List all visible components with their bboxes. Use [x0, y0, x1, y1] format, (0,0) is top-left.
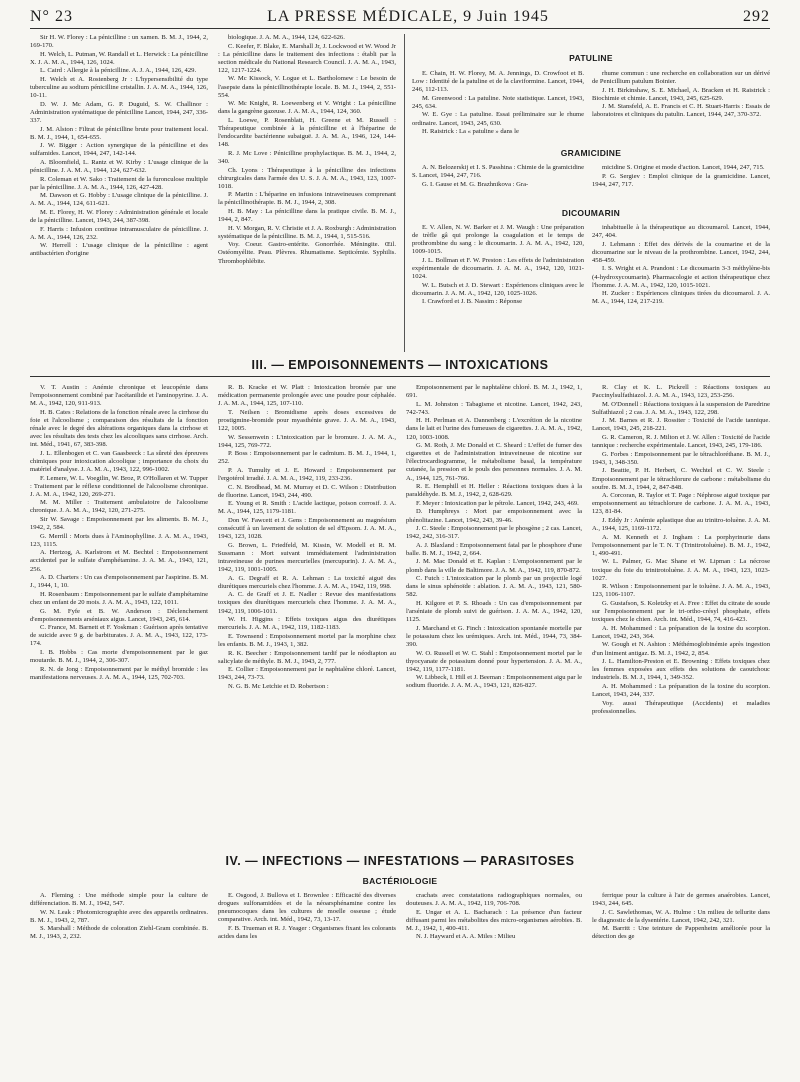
reference-entry: A. C. de Graff et J. E. Nadler : Revue des manifestations toxiques des diurétiques mercuriels chez l'homme. J. A. M. A., 1942, 119, 1006-1011. [218, 591, 396, 615]
reference-entry: Sir W. Savage : Empoisonnement par les aliments. B. M. J., 1942, 2, 584. [30, 516, 208, 532]
column-divider [404, 34, 405, 352]
reference-entry: W. Libbeck, I. Hill et J. Beeman : Empoisonnement aigu par le sodium fluoride. J. A. M. A., 1943, 121, 826-827. [406, 674, 582, 690]
reference-entry: G. Forbes : Empoisonnement par le tétrachloréthane. B. M. J., 1943, 1, 348-350. [592, 450, 770, 466]
reference-entry: C. Keefer, F. Blake, E. Marshall Jr, J. Lockwood et W. Wood Jr : La pénicilline dans le traitement des infections : établi par la section médicale du National Research Council. J. A. M. A., 1943, 122, 1217-1224. [218, 42, 396, 74]
reference-entry: J. M. Mac Donald et E. Kaplan : L'empoisonnement par le plomb dans la ville de Baltimore. J. A. M. A., 1942, 119, 870-872. [406, 558, 582, 574]
reference-entry: M. O'Donnell : Réactions toxiques à la suspension de Paredrine Sulfathiazol ; 2 cas. J. A. M. A., 1943, 122, 298. [592, 400, 770, 416]
reference-entry: I. Crawford et J. B. Nassim : Réponse [422, 298, 522, 306]
reference-entry: W. Sessenwein : L'intoxication par le bromure. J. A. M. A., 1944, 125, 769-772. [218, 433, 396, 449]
reference-entry: E. Collier : Empoisonnement par le naphtalène chloré. Lancet, 1943, 244, 73-73. [218, 666, 396, 682]
header-rule [30, 28, 770, 29]
reference-entry: I. S. Wright et A. Prandoni : Le dicoumarin 3-3 méthylène-bis (4-hydroxycoumarin). Pharmacologie et action thérapeutique chez l'homme. J. A. M. A., 1942, 120, 1015-1021. [592, 265, 770, 289]
dicoumarin-heading: DICOUMARIN [561, 208, 621, 218]
reference-entry: A. D. Charters : Un cas d'empoisonnement par l'aspirine. B. M. J., 1944, 1, 10. [30, 574, 208, 590]
reference-entry: R. K. Beecher : Empoisonnement tardif par le néodiapton au salicylate de méthyle. B. M. J., 1943, 2, 777. [218, 649, 396, 665]
reference-entry: G. R. Cameron, R. J. Milton et J. W. Allen : Toxicité de l'acide tannique : recherche expérimentale. Lancet, 1943, 245, 179-186. [592, 434, 770, 450]
top-column-2 [218, 34, 396, 352]
reference-entry: A. M. Kenneth et J. Ingham : La porphyrinurie dans l'empoisonnement par le T. N. T (Trinitrotoluène). B. M. J., 1942, 1, 490-491. [592, 533, 770, 557]
reference-entry: J. L. Ellenbogen et C. van Gaasbeeck : La sûreté des épreuves chimiques pour intoxication alcoolique ; importance du choix du matériel d'analyse. J. A. M. A., 1943, 122, 996-1002. [30, 449, 208, 473]
patuline-column-1 [412, 70, 584, 142]
reference-entry: A. H. Mohammed : La préparation de la toxine du scorpion. Lancet, 1943, 244, 337. [592, 682, 770, 698]
reference-entry: L. M. Johnston : Tabagisme et nicotine. Lancet, 1942, 243, 742-743. [406, 400, 582, 416]
reference-entry: E. Townsend : Empoisonnement mortel par la morphine chez les enfants. B. M. J., 1943, 1, 382. [218, 632, 396, 648]
reference-entry: H. Welch, L. Putman, W. Randall et L. Herwick : La pénicilline X. J. A. M. A., 1944, 126, 1024. [30, 50, 208, 66]
reference-entry: L. Loewe, P. Rosenblatt, H. Greene et M. Russell : Thérapeutique combinée à la pénicilline et à l'héparine de l'endocardite bactérienne subaiguë. J. A. M. A., 1946, 124, 144-148. [218, 116, 396, 149]
dicoumarin-column-2 [592, 224, 770, 352]
reference-entry: A. J. Blaxland : Empoisonnement fatal par le phosphore d'une balle. B. M. J., 1942, 2, 664. [406, 541, 582, 557]
section-4-title: IV. — INFECTIONS — INFESTATIONS — PARASITOSES [225, 854, 575, 868]
reference-entry: E. Young et R. Smith : L'acide lactique, poison corrosif. J. A. M. A., 1944, 125, 1179-1181. [218, 500, 396, 516]
top-column-1 [30, 34, 208, 352]
reference-entry: A. Fleming : Une méthode simple pour la culture de différenciation. B. M. J., 1942, 547. [30, 892, 208, 908]
reference-entry: M. E. Florey, H. W. Florey : Administration générale et locale de la pénicilline. Lancet, 1943, 244, 387-398. [30, 208, 208, 225]
reference-entry: H. V. Morgan, R. V. Christie et J. A. Roxburgh : Administration systématique de la pénicilline. B. M. J., 1944, 1, 515-516. [218, 224, 396, 240]
reference-entry: W. N. Leak : Photomicrographie avec des appareils ordinaires. B. M. J., 1943, 2, 787. [30, 908, 208, 924]
reference-entry: A. H. Mohammed : La préparation de la toxine du scorpion. Lancet, 1942, 243, 364. [592, 624, 770, 640]
reference-entry: R. Clay et K. L. Pickrell : Réactions toxiques au Paccinylsulfathiazol. J. A. M. A., 1943, 123, 253-256. [592, 384, 770, 400]
reference-entry: P. Boss : Empoisonnement par le cadmium. B. M. J., 1944, 1, 252. [218, 450, 396, 466]
reference-entry: N. J. Hayward et A. A. Miles : Milieu [416, 933, 516, 941]
reference-entry: S. Marshall : Méthode de coloration Ziehl-Gram combinée. B. M. J., 1943, 2, 232. [30, 925, 208, 941]
reference-entry: micidine S. Origine et mode d'action. Lancet, 1944, 247, 715. [602, 164, 765, 171]
reference-entry: R. Wilson : Empoisonnement par le toluène. J. A. M. A., 1943, 123, 1106-1107. [592, 583, 770, 599]
patuline-column-2 [592, 70, 770, 142]
reference-entry: crachats avec constatations radiographiques normales, ou douteuses. J. A. M. A., 1942, 119, 706-708. [406, 892, 582, 908]
patuline-heading: PATULINE [569, 53, 613, 63]
bottom-column-1 [30, 892, 208, 1076]
bottom-column-2 [218, 892, 396, 1076]
page-number: 292 [742, 8, 770, 25]
reference-entry: H. B. Cates : Relations de la fonction rénale avec la cirrhose du foie et l'alcoolisme ; comparaison des résultats de la fonction rénale avec le degré des altérations organiques dans la cirrhose et avec les résultats des tests chez les alcooliques sans cirrhose. Arch. int. Méd., 1941, 67, 383-398. [30, 408, 208, 449]
section-3-title: III. — EMPOISONNEMENTS — INTOXICATIONS [251, 358, 549, 372]
reference-entry: W. Mc Knight, R. Loewenberg et V. Wright : La pénicilline dans la gangrène gazeuse. J. A. M. A., 1944, 124, 360. [218, 100, 396, 116]
reference-entry: E. V. Allen, N. W. Barker et J. M. Waugh : Une préparation de trèfle gâ qui prolonge la coagulation et le temps de prothrombine du sang : le dicoumarin. J. A. M. A., 1942, 120, 1009-1015. [412, 224, 584, 256]
reference-entry: G. Brown, L. Friedfeld, M. Kissin, W. Modell et R. M. Sussmann : Mort suivant immédiatement l'administration intraveineuse de purines mercurielles (mercupurin). J. A. M. A., 1942, 119, 1001-1005. [218, 541, 396, 574]
reference-entry: J. C. Steele : Empoisonnement par le phosgène ; 2 cas. Lancet, 1942, 242, 316-317. [406, 525, 582, 541]
reference-entry: R. J. Mc Love : Pénicilline prophylactique. B. M. J., 1944, 2, 340. [218, 149, 396, 165]
reference-entry: P. A. Tumulty et J. E. Howard : Empoisonnement par l'ergotérol irradié. J. A. M. A., 1942, 119, 233-236. [218, 466, 396, 483]
mid-column-2 [218, 384, 396, 844]
reference-entry: W. Herrell : L'usage clinique de la pénicilline : agent antibactérien d'origine [30, 242, 208, 258]
reference-entry: W. L. Palmer, G. Mac Shane et W. Lipman : La nécrose toxique du foie du trinitrotoluène. J. A. M. A., 1943, 123, 1023-1027. [592, 558, 770, 582]
reference-entry: R. Coleman et W. Sako : Traitement de la furonculose multiple par la pénicilline. J. A. M. A., 1944, 126, 427-428. [30, 175, 208, 191]
issue-number: N° 23 [30, 8, 73, 25]
reference-entry: ferrique pour la culture à l'air de germes anaérobies. Lancet, 1943, 244, 645. [592, 892, 770, 908]
reference-entry: M. Dawson et G. Hobby : L'usage clinique de la pénicilline. J. A. M. A., 1944, 124, 611-621. [30, 192, 208, 208]
dicoumarin-column-1 [412, 224, 584, 352]
reference-entry: W. L. Butsch et J. D. Stewart : Expériences cliniques avec le dicoumarin. J. A. M. A., 1942, 120, 1025-1026. [412, 281, 584, 297]
gramicidine-column-1 [412, 164, 584, 198]
reference-entry: M. Barritt : Une teinture de Pappenheim améliorée pour la détection des ge [592, 925, 770, 941]
mid-column-3 [406, 384, 582, 844]
reference-entry: J. L. Bollman et F. W. Preston : Les effets de l'administration expérimentale de dicoumarin. J. A. M. A., 1942, 120, 1021-1024. [412, 256, 584, 281]
reference-entry: W. H. Higgins : Effets toxiques aigus des diurétiques mercuriels. J. A. M. A., 1942, 119, 1182-1183. [218, 616, 396, 632]
reference-entry: J. C. Sawlethomas, W. A. Hulme : Un milieu de tellurite dans le diagnostic de la dysentérie. Lancet, 1942, 242, 321. [592, 908, 770, 924]
reference-entry: E. Ungar et A. L. Bacharach : La présence d'un facteur diffusant parmi les métabolites des micro-organismes aérobies. B. M. J., 1942, 1, 400-411. [406, 908, 582, 932]
reference-entry: Voy. Coeur. Gastro-entérite. Gonorrhée. Méningite. Œil. Ostéomyélite. Peau. Plèvres. Rhumatisme. Septicémie. Syphilis. Thrombophlébite. [218, 241, 396, 265]
reference-entry: G. Gustafson, S. Koletzky et A. Free : Effet du citrate de soude sur l'empoisonnement par le tri-ortho-crésyl phosphate, effets toxiques chez le chien. Arch. int. Méd., 1944, 74, 416-423. [592, 599, 770, 624]
reference-entry: R. N. de Jong : Empoisonnement par le méthyl bromide : les manifestations nerveuses. J. A. M. A., 1944, 125, 702-703. [30, 665, 208, 681]
reference-entry: F. Meyer : Intoxication par le pétrole. Lancet, 1942, 243, 469. [416, 499, 579, 507]
reference-entry: H. Kilgore et P. S. Rhoads : Un cas d'empoisonnement par l'arséniate de plomb suivi de guérison. J. A. M. A., 1942, 120, 1125. [406, 599, 582, 624]
reference-entry: E. Chain, H. W. Florey, M. A. Jennings, D. Crowfoot et B. Low : Identité de la patuline et de la claviformine. Lancet, 1944, 246, 112-113. [412, 70, 584, 94]
reference-entry: Sir H. W. Florey : La pénicilline : un xamen. B. M. J., 1944, 2, 169-170. [30, 34, 208, 50]
reference-entry: M. Greenwood : La patuline. Note statistique. Lancet, 1943, 245, 634. [412, 94, 584, 110]
reference-entry: J. H. Birkinshaw, S. E. Michael, A. Bracken et H. Raistrick : Biochimie et chimie. Lancet, 1943, 245, 625-629. [592, 86, 770, 102]
reference-entry: C. N. Brodhead, M. M. Murray et D. C. Wilson : Distribution de fluorine. Lancet, 1943, 244, 490. [218, 483, 396, 499]
reference-entry: R. B. Kracke et W. Platt : Intoxication bromée par une médication permanente prolongée avec une poudre pour céphalée. J. A. M. A., 1944, 125, 107-110. [218, 384, 396, 408]
bottom-column-4 [592, 892, 770, 1076]
reference-entry: N. G. B. Mc Letchie et D. Robertson : [228, 682, 329, 690]
reference-entry: A. Hertzog, A. Karlstrom et M. Bechtel : Empoisonnement accidentel par le sulfate d'amphétamine. J. A. M. A., 1943, 121, 256. [30, 549, 208, 573]
reference-entry: D. W. J. Mc Adam, G. P. Duguid, S. W. Challinor : Administration systématique de pénicilline Lancet, 1944, 247, 336-337. [30, 100, 208, 124]
reference-entry: M. M. Miller : Traitement ambulatoire de l'alcoolisme chronique. J. A. M. A., 1942, 120, 271-275. [30, 499, 208, 515]
reference-entry: Don W. Fawcett et J. Gens : Empoisonnement au magnésium consécutif à un lavement de solution de sel d'Epsom. J. A. M. A., 1943, 123, 1028. [218, 517, 396, 541]
bacteriologie-heading: BACTÉRIOLOGIE [362, 876, 438, 886]
mid-column-1 [30, 384, 208, 844]
reference-entry: P. G. Sergiev : Emploi clinique de la gramicidine. Lancet, 1944, 247, 717. [592, 172, 770, 188]
reference-entry: G. M. Roth, J. Mc Donald et C. Sheard : L'effet de fumer des cigarettes et de l'administration intraveineuse de nicotine sur l'électrocardiogramme, le métabolisme basal, la température cutanée, la pression et le pouls des personnes normales. J. A. M. A., 1944, 125, 761-766. [406, 442, 582, 482]
reference-entry: J. Eddy Jr : Anémie aplastique due au trinitro-toluène. J. A. M. A., 1944, 125, 1169-1172. [592, 517, 770, 533]
reference-entry: H. H. Perlman et A. Dannenberg : L'excrétion de la nicotine dans le lait et l'urine des fumeuses de cigarettes. J. A. M. A., 1942, 120, 1003-1008. [406, 417, 582, 441]
reference-entry: J. Beattie, P. H. Herbert, C. Wechtel et C. W. Steele : Empoisonnement par le tétrachlorure de carbone : métabolisme du soufre. B. M. J., 1944, 2, 847-848. [592, 467, 770, 491]
reference-entry: F. B. Trueman et R. J. Yeager : Organismes fixant les colorants acides dans les [218, 924, 396, 940]
reference-entry: Voy. aussi Thérapeutique (Accidents) et maladies professionnelles. [592, 699, 770, 715]
reference-entry: H. Rosenbaum : Empoisonnement par le sulfate d'amphétamine chez un enfant de 20 mois. J. A. M. A., 1943, 122, 1011. [30, 590, 208, 606]
reference-entry: F. Lemere, W. L. Voegtlin, W. Broz, P. O'Hollaren et W. Tupper : Traitement par le réflexe conditionnel de l'alcoolisme chronique. J. A. M. A., 1942, 120, 269-271. [30, 474, 208, 498]
reference-entry: H. Zucker : Expériences cliniques tirées du dicoumarol. J. A. M. A., 1944, 124, 217-219. [592, 290, 770, 306]
gramicidine-column-2 [592, 164, 770, 198]
reference-entry: F. Harris : Infusion continue intramusculaire de pénicilline. J. A. M. A., 1944, 126, 232. [30, 225, 208, 241]
gramicidine-heading: GRAMICIDINE [560, 148, 622, 158]
journal-title: LA PRESSE MÉDICALE, 9 Juin 1945 [267, 8, 549, 25]
reference-entry: H. Raistrick : La « patuline » dans le [422, 128, 519, 136]
reference-entry: H. B. May : La pénicilline dans la pratique civile. B. M. J., 1944, 2, 847. [218, 207, 396, 224]
reference-entry: Ch. Lyons : Thérapeutique à la pénicilline des infections chirurgicales dans l'armée des U. S. J. A. M. A., 1943, 123, 1007-1018. [218, 166, 396, 190]
reference-entry: G. I. Gause et M. G. Brazhnikova : Gra- [422, 180, 529, 188]
reference-entry: R. E. Hemphill et H. Heller : Réactions toxiques dues à la paraldéhyde. B. M. J., 1942, 2, 628-629. [406, 483, 582, 499]
reference-entry: A. N. Belozerskij et I. S. Passhina : Chimie de la gramicidine S. Lancet, 1944, 247, 716. [412, 164, 584, 180]
reference-entry: J. M. Stansfeld, A. E. Francis et C. H. Stuart-Harris : Essais de laboratoires et cliniques du patulin. Lancet, 1944, 247, 370-372. [592, 103, 770, 119]
bottom-column-3 [406, 892, 582, 1076]
reference-entry: D. Humphreys : Mort par empoisonnement avec la phénolitazine. Lancet, 1942, 243, 39-46. [406, 508, 582, 524]
reference-entry: I. B. Hobbs : Cas morte d'empoisonnement par le gaz moutarde. B. M. J., 1944, 2, 306-307. [30, 649, 208, 665]
reference-entry: A. Bloomfield, L. Rantz et W. Kirby : L'usage clinique de la pénicilline. J. A. M. A., 1944, 124, 627-632. [30, 158, 208, 174]
reference-entry: inhabituelle à la thérapeutique au dicoumarol. Lancet, 1944, 247, 404. [592, 224, 770, 240]
reference-entry: J. M. Alston : Filtrat de pénicilline brute pour traitement local. B. M. J., 1944, 1, 654-655. [30, 125, 208, 141]
reference-entry: G. Merrill : Morts dues à l'Aminophylline. J. A. M. A., 1943, 123, 1115. [30, 532, 208, 548]
reference-entry: J. W. Bigger : Action synergique de la pénicilline et des sulfamides. Lancet, 1944, 247, 142-144. [30, 142, 208, 158]
reference-entry: V. T. Austin : Anémie chronique et leucopénie dans l'empoisonnement combiné par l'acétanilide et l'aminopyrine. J. A. M. A., 1942, 120, 911-913. [30, 384, 208, 408]
reference-entry: E. Osgood, J. Bullova et I. Brownlee : Efficacité des diverses drogues sulfonamidées et de la néoarsphénamine contre les pneumocoques dans les cultures de moelle osseuse ; étude comparative. Arch. int. Méd., 1942, 73, 13-17. [218, 892, 396, 924]
reference-entry: W. E. Gye : La patuline. Essai préliminaire sur le rhume ordinaire. Lancet, 1943, 245, 630. [412, 111, 584, 127]
reference-entry: J. Lehmann : Effet des dérivés de la coumarine et de la dicoumarine sur le niveau de la prothrombine. Lancet, 1942, 244, 458-459. [592, 240, 770, 264]
reference-entry: biologique. J. A. M. A., 1944, 124, 622-626. [228, 34, 345, 41]
mid-column-4 [592, 384, 770, 844]
page-header [30, 6, 770, 26]
reference-entry: A. G. Degraff et R. A. Lehman : La toxicité aiguë des diurétiques mercuriels chez l'homme. J. A. M. A., 1942, 119, 998. [218, 574, 396, 590]
reference-entry: W. Gough et N. Ashton : Méthémoglobinémie après ingestion d'un liniment antigaz. B. M. J., 1942, 2, 854. [592, 641, 770, 657]
reference-entry: L. Caird : Allergie à la pénicilline. A. J. A., 1944, 126, 429. [40, 67, 197, 75]
reference-entry: C. France, M. Barnett et F. Yoskman : Guérison après tentative de suicide avec 9 g. de barbiturates. J. A. M. A., 1943, 122, 173-174. [30, 624, 208, 648]
reference-entry: H. Welch et A. Rostenberg Jr : L'hypersensibilité du type tuberculine au sodium pénicilline cristallin. J. A. M. A., 1944, 126, 10-11. [30, 75, 208, 100]
reference-entry: rhume commun : une recherche en collaboration sur un dérivé de Penicillium patulum Boinier. [592, 70, 770, 86]
reference-entry: Empoisonnement par le naphtalène chloré. B. M. J., 1942, 1, 691. [406, 384, 582, 400]
section-rule [30, 376, 770, 377]
reference-entry: C. Futch : L'intoxication par le plomb par un projectile logé dans le sinus sphénoïde : ablation. J. A. M. A., 1943, 121, 580-582. [406, 575, 582, 599]
reference-entry: J. M. Barnes et R. J. Rossiter : Toxicité de l'acide tannique. Lancet, 1943, 245, 218-221. [592, 417, 770, 433]
reference-entry: T. Neilsen : Bromidisme après doses excessives de prostigmine-bromide pour myasthénie grave. J. A. M. A., 1943, 122, 1005. [218, 408, 396, 432]
reference-entry: W. O. Russell et W. C. Stahl : Empoisonnement mortel par le thyocyanate de potassium donné pour hypertension. J. A. M. A., 1942, 119, 1177-1181. [406, 649, 582, 673]
reference-entry: P. Martin : L'héparine en infusions intraveineuses comprenant la pénicillinothérapie. B. M. J., 1944, 2, 308. [218, 191, 396, 207]
reference-entry: G. M. Fyfe et B. W. Anderson : Déclenchement d'empoisonnements arséniaux aigus. Lancet, 1943, 245, 614. [30, 607, 208, 623]
reference-entry: J. Marchand et G. Finch : Intoxication spontanée mortelle par le potassium chez les urémiques. Arch. int. Méd., 1944, 73, 384-390. [406, 624, 582, 648]
reference-entry: A. Corcoran, R. Taylor et T. Page : Néphrose aiguë toxique par empoisonnement au tétrachlorure de carbone. J. A. M. A., 1943, 123, 81-84. [592, 492, 770, 516]
reference-entry: J. L. Hamilton-Preston et E. Browning : Effets toxiques chez les femmes exposées aux effets des solutions de caoutchouc industriels. B. M. J., 1944, 1, 349-352. [592, 658, 770, 682]
reference-entry: W. Mc Kissock, V. Logue et L. Bartholomew : Le besoin de l'asepsie dans la pénicillinothérapie locale. B. M. J., 1944, 2, 551-554. [218, 75, 396, 99]
